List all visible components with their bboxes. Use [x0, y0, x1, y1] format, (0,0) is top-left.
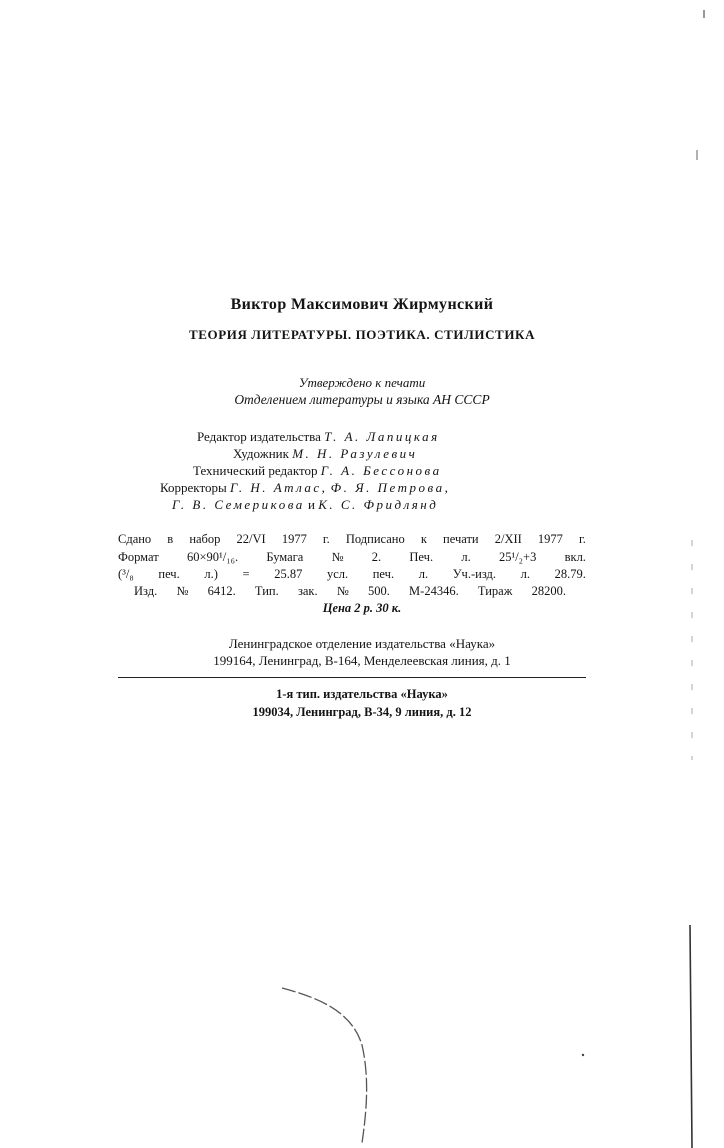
printer-line-1: 1-я тип. издательства «Наука» — [276, 687, 448, 701]
scan-dot — [582, 1054, 584, 1056]
imprint-word: Изд. — [134, 584, 158, 598]
imprint-word: Формат — [118, 550, 159, 564]
page-edge — [690, 925, 692, 1148]
imprint-word: № — [336, 584, 349, 598]
approval-line-1: Утверждено к печати — [298, 375, 426, 390]
corrector-conj: и — [308, 497, 315, 512]
imprint-word: М-24346. — [409, 584, 459, 598]
imprint-word: Печ. — [409, 550, 434, 564]
imprint-word: Тираж — [477, 584, 513, 598]
imprint-word: к — [420, 532, 427, 546]
editor-label: Редактор издательства — [197, 429, 321, 444]
price: Цена 2 р. 30 к. — [322, 601, 402, 615]
corrector-3: Г. В. Семерикова — [172, 497, 305, 512]
imprint-word: Бумага — [266, 550, 304, 564]
imprint-word: вкл. — [564, 550, 586, 564]
imprint-word: № — [176, 584, 189, 598]
approval-line-2: Отделением литературы и языка АН СССР — [234, 392, 490, 407]
imprint-word: 1977 — [537, 532, 563, 546]
imprint-word: л. — [418, 567, 429, 581]
tech-editor-name: Г. А. Бессонова — [320, 463, 442, 478]
imprint-word: 28.79. — [554, 567, 586, 581]
imprint-word: 2/XII — [494, 532, 522, 546]
corrector-4: К. С. Фридлянд — [318, 497, 439, 512]
printer-line-2: 199034, Ленинград, В-34, 9 линия, д. 12 — [252, 705, 472, 719]
imprint-word: печ. — [158, 567, 180, 581]
imprint-word: усл. — [326, 567, 349, 581]
imprint-word: 25¹/₂+3 — [498, 550, 537, 564]
corrector-1: Г. Н. Атлас, — [229, 480, 328, 495]
publisher-line-1: Ленинградское отделение издательства «Наука» — [228, 636, 496, 651]
imprint-word: л. — [520, 567, 531, 581]
imprint-word: г. — [322, 532, 330, 546]
imprint-word: 1977 — [281, 532, 307, 546]
imprint-word: печати — [443, 532, 479, 546]
imprint-word: Сдано — [118, 532, 152, 546]
imprint-word: печ. — [372, 567, 395, 581]
imprint-word: № — [331, 550, 344, 564]
imprint-word: 60×90¹/₁₆. — [186, 550, 239, 564]
imprint-word: г. — [579, 532, 586, 546]
imprint-word: зак. — [297, 584, 318, 598]
imprint-word: в — [167, 532, 174, 546]
imprint-word: 25.87 — [274, 567, 303, 581]
imprint-word: Подписано — [345, 532, 405, 546]
imprint-word: (³/₈ — [118, 567, 134, 581]
imprint-word: 6412. — [207, 584, 236, 598]
imprint-word: л. — [461, 550, 471, 564]
imprint-word: набор — [189, 532, 221, 546]
pencil-stroke — [282, 988, 367, 1143]
book-title: ТЕОРИЯ ЛИТЕРАТУРЫ. ПОЭТИКА. СТИЛИСТИКА — [188, 327, 536, 342]
artist-name: М. Н. Разулевич — [292, 446, 418, 461]
imprint-word: л.) — [204, 567, 218, 581]
imprint-word: 22/VI — [236, 532, 266, 546]
imprint-word: Тип. — [254, 584, 279, 598]
tech-editor-label: Технический редактор — [193, 463, 318, 478]
imprint-word: 28200. — [531, 584, 566, 598]
author-name: Виктор Максимович Жирмунский — [230, 296, 494, 313]
imprint-word: = — [242, 567, 250, 581]
correctors-label: Корректоры — [160, 480, 227, 495]
publisher-line-2: 199164, Ленинград, В-164, Менделеевская линия, д. 1 — [213, 653, 511, 668]
artist-label: Художник — [233, 446, 289, 461]
imprint-word: 500. — [367, 584, 390, 598]
corrector-2: Ф. Я. Петрова, — [330, 480, 451, 495]
imprint-word: Уч.-изд. — [452, 567, 497, 581]
editor-name: Т. А. Лапицкая — [324, 429, 440, 444]
imprint-word: 2. — [371, 550, 382, 564]
